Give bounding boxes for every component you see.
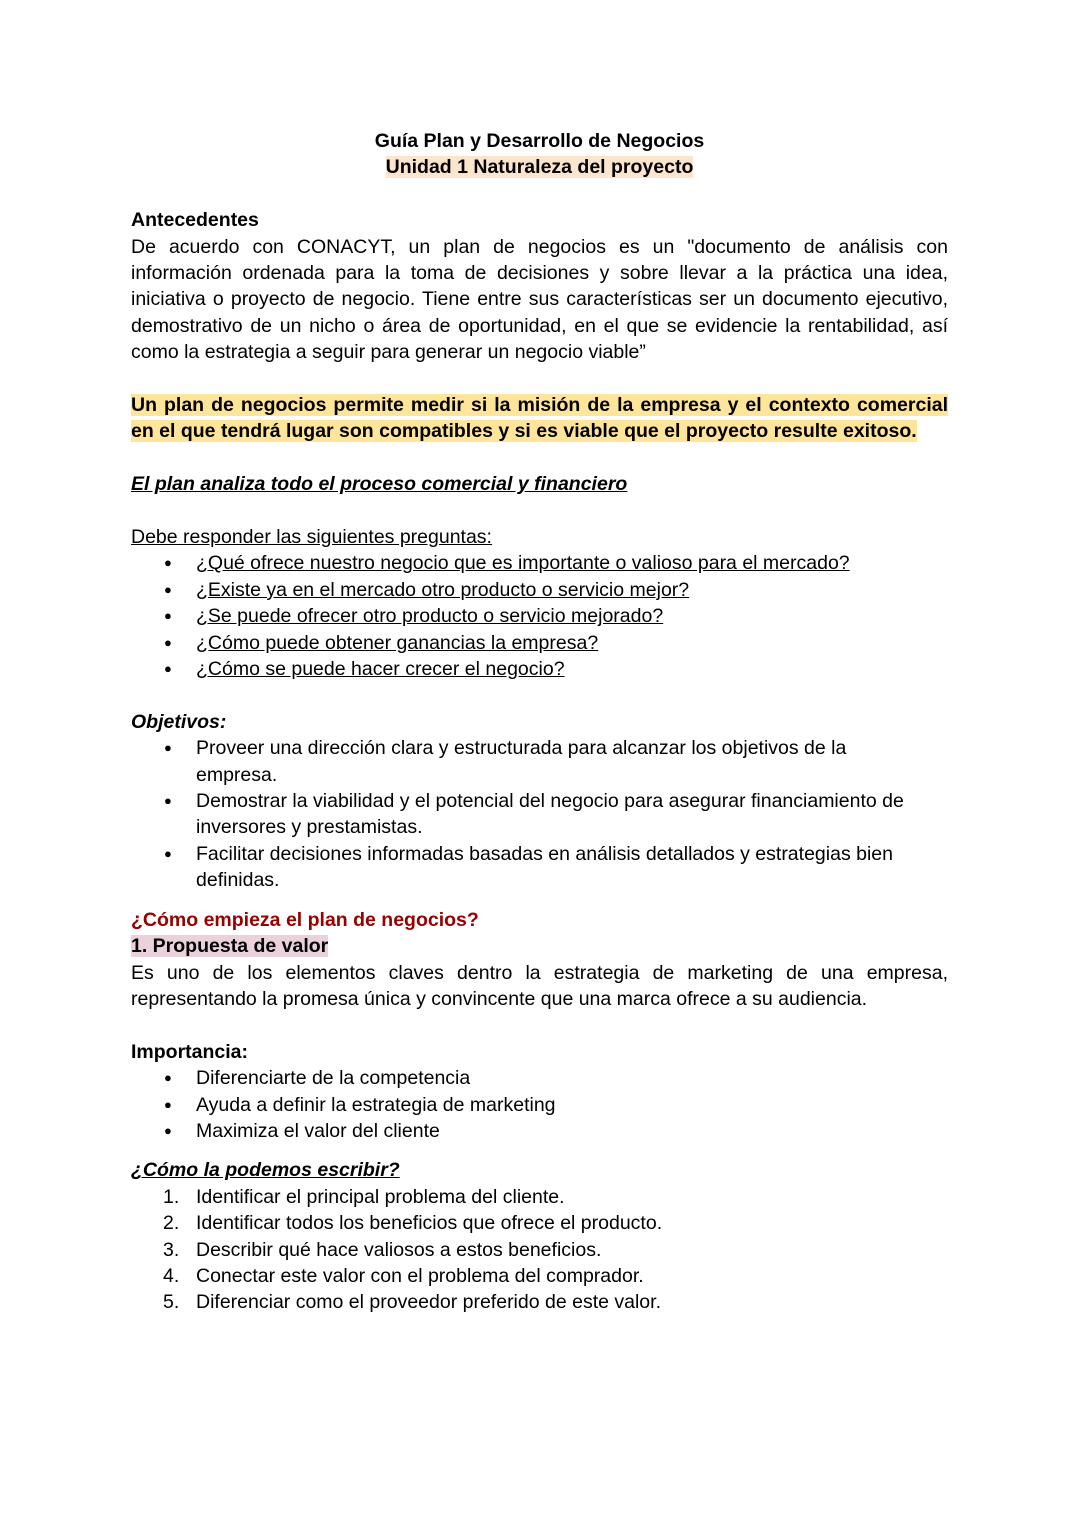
importancia-heading: Importancia: bbox=[131, 1040, 249, 1063]
list-item bbox=[131, 603, 948, 629]
list-item bbox=[131, 1289, 948, 1315]
list-item: ● Proveer una dirección clara y estructurada para alcanzar los objetivos de la empresa. bbox=[131, 735, 918, 788]
document-subtitle bbox=[131, 154, 948, 180]
highlight-statement bbox=[131, 392, 948, 445]
document-title: Guía Plan y Desarrollo de Negocios bbox=[374, 130, 705, 152]
list-item bbox=[131, 656, 948, 682]
escribir-heading: ¿Cómo la podemos escribir? bbox=[131, 1159, 400, 1182]
question-text: ¿Se puede ofrecer otro producto o servicio mejorado? bbox=[196, 605, 664, 628]
question-text: ¿Cómo puede obtener ganancias la empresa? bbox=[196, 631, 599, 654]
importancia-list bbox=[131, 1065, 948, 1144]
document-page bbox=[131, 128, 948, 1316]
inicio-heading: ¿Cómo empieza el plan de negocios? bbox=[131, 908, 479, 931]
list-item: ● Diferenciarte de la competencia bbox=[131, 1065, 948, 1091]
propuesta-valor-highlight: 1. Propuesta de valor bbox=[131, 935, 329, 958]
antecedentes-heading: Antecedentes bbox=[131, 209, 259, 232]
list-number: 1. bbox=[163, 1185, 180, 1208]
list-item bbox=[131, 1237, 948, 1263]
list-text: Diferenciar como el proveedor preferido de este valor. bbox=[196, 1291, 661, 1314]
list-item: ● Demostrar la viabilidad y el potencial del negocio para asegurar financiamiento de inversores y prestamistas. bbox=[131, 788, 918, 841]
questions-intro: Debe responder las siguientes preguntas: bbox=[131, 526, 492, 549]
list-text: Conectar este valor con el problema del comprador. bbox=[196, 1264, 644, 1287]
question-text: ¿Cómo se puede hacer crecer el negocio? bbox=[196, 658, 565, 681]
questions-list bbox=[131, 550, 948, 682]
list-number: 2. bbox=[163, 1212, 180, 1235]
list-number: 4. bbox=[163, 1264, 180, 1287]
list-item bbox=[131, 630, 948, 656]
list-text: Identificar el principal problema del cliente. bbox=[196, 1185, 565, 1208]
list-number: 3. bbox=[163, 1238, 180, 1261]
question-text: ¿Qué ofrece nuestro negocio que es importante o valioso para el mercado? bbox=[196, 552, 850, 575]
objetivos-list bbox=[131, 735, 948, 893]
list-item bbox=[131, 577, 948, 603]
list-text: Identificar todos los beneficios que ofrece el producto. bbox=[196, 1212, 663, 1235]
list-item bbox=[131, 1184, 948, 1210]
list-number: 5. bbox=[163, 1291, 180, 1314]
list-item: ● Facilitar decisiones informadas basadas en análisis detallados y estrategias bien definidas. bbox=[131, 841, 918, 894]
propuesta-valor-title bbox=[131, 933, 948, 959]
objetivos-heading: Objetivos: bbox=[131, 710, 227, 733]
escribir-list bbox=[131, 1184, 948, 1316]
list-item: ● Maximiza el valor del cliente bbox=[131, 1118, 948, 1144]
analysis-heading: El plan analiza todo el proceso comercial y financiero bbox=[131, 473, 628, 496]
question-text: ¿Existe ya en el mercado otro producto o servicio mejor? bbox=[196, 578, 690, 601]
list-item: ● Ayuda a definir la estrategia de marketing bbox=[131, 1092, 948, 1118]
list-text: Describir qué hace valiosos a estos beneficios. bbox=[196, 1238, 602, 1261]
highlight-statement-text: Un plan de negocios permite medir si la misión de la empresa y el contexto comercial en el que tendrá lugar son compatibles y si es viable que el proyecto resulte exitoso. bbox=[131, 394, 948, 443]
propuesta-valor-body: Es uno de los elementos claves dentro la estrategia de marketing de una empresa, representando la promesa única y convincente que una marca ofrece a su audiencia. bbox=[131, 961, 948, 1010]
list-item bbox=[131, 1263, 948, 1289]
list-item bbox=[131, 550, 948, 576]
list-item bbox=[131, 1210, 948, 1236]
antecedentes-body: De acuerdo con CONACYT, un plan de negocios es un "documento de análisis con información ordenada para la toma de decisiones y sobre llevar a la práctica una idea, iniciativa o proyecto de negocio. Tiene entre sus características ser un documento ejecutivo, demostrativo de un nicho o área de oportunidad, en el que se evidencie la rentabilidad, así como la estrategia a seguir para generar un negocio viable” bbox=[131, 235, 948, 364]
subtitle-highlight: Unidad 1 Naturaleza del proyecto bbox=[385, 156, 694, 179]
